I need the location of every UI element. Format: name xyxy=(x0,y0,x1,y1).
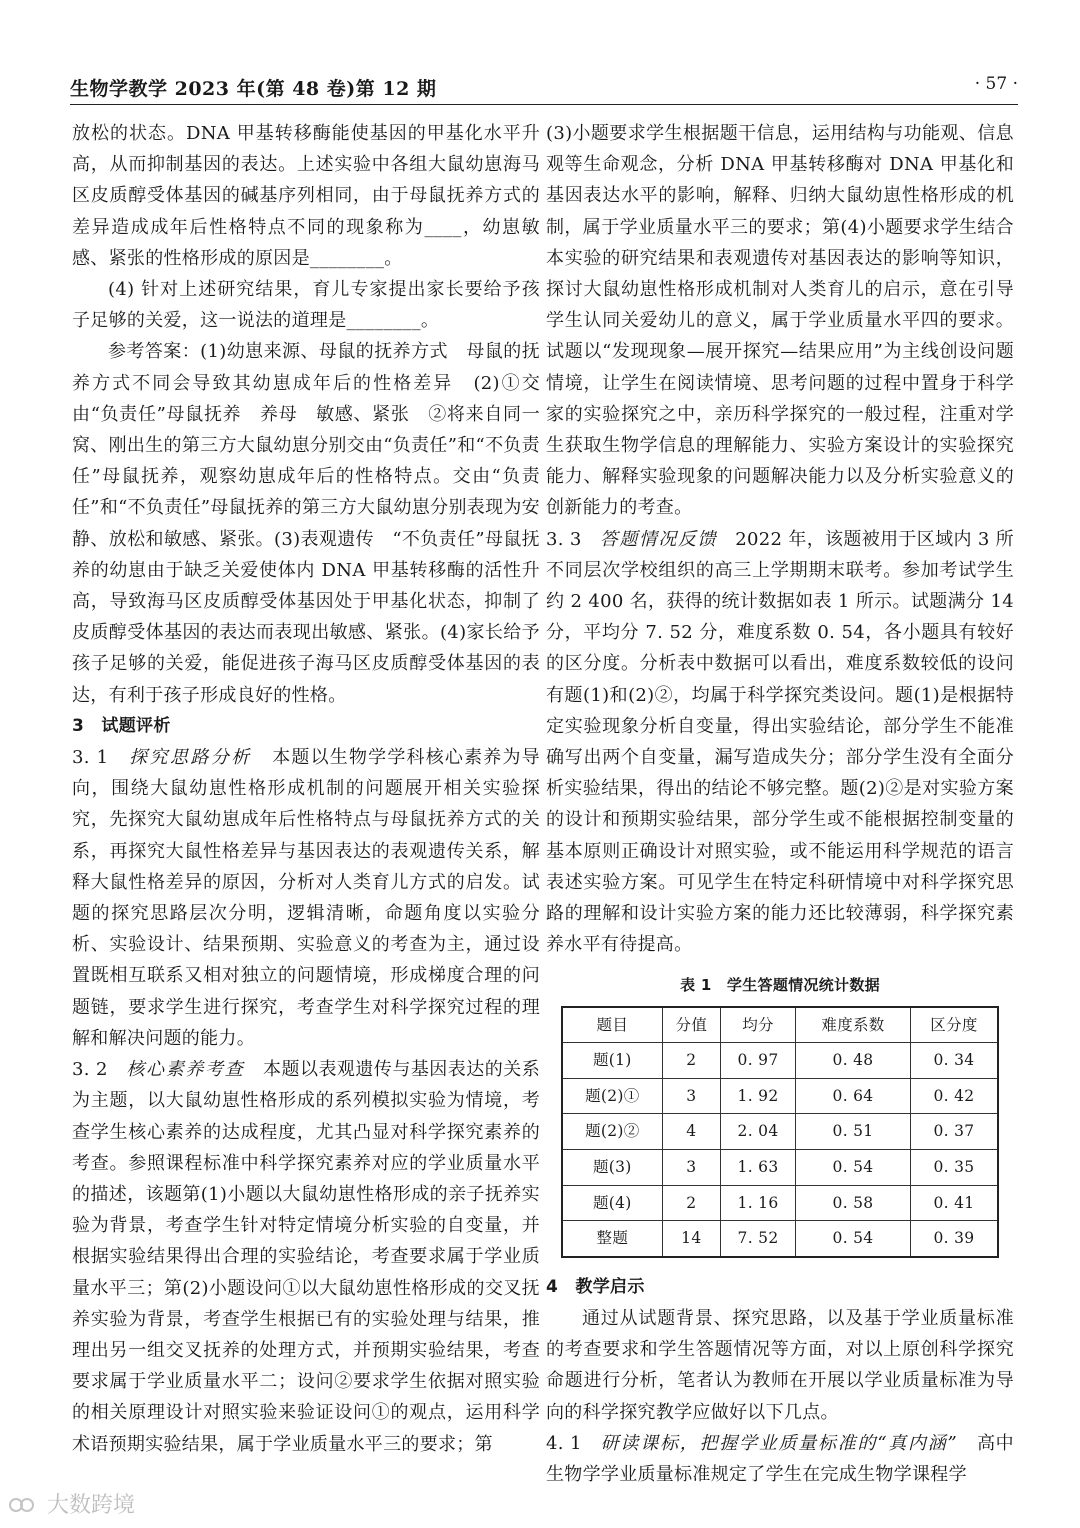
table-cell: 1. 16 xyxy=(721,1185,796,1221)
subsection-number: 3. 1 xyxy=(72,747,109,769)
table-cell: 题(1) xyxy=(562,1043,662,1079)
table-cell: 0. 97 xyxy=(721,1043,796,1079)
table-cell: 0. 48 xyxy=(796,1043,911,1079)
table-row xyxy=(562,1221,998,1257)
subsection-text: 高中生物学学业质量标准规定了学生在完成生物学课程学 xyxy=(546,1432,1014,1486)
watermark-logo-icon xyxy=(8,1495,36,1515)
stats-table xyxy=(561,1006,999,1258)
column-header: 难度系数 xyxy=(796,1007,911,1043)
journal-title: 生物学教学 2023 年(第 48 卷)第 12 期 xyxy=(70,78,437,100)
table-cell: 4 xyxy=(662,1114,720,1150)
table-cell: 整题 xyxy=(562,1221,662,1257)
table-cell: 0. 39 xyxy=(910,1221,998,1257)
watermark-text: 大数跨境 xyxy=(47,1493,136,1518)
subsection-title: 研读课标，把握学业质量标准的“真内涵” xyxy=(600,1432,959,1454)
table-row xyxy=(562,1078,998,1114)
table-cell: 0. 58 xyxy=(796,1185,911,1221)
reference-answer: 参考答案：(1)幼崽来源、母鼠的抚养方式 母鼠的抚养方式不同会导致其幼崽成年后的性格差异 (2)①交由“负责任”母鼠抚养 养母 敏感、紧张 ②将来自同一窝、刚出生的第三方大鼠幼崽分别交由“负责任”和“不负责任”母鼠抚养，观察幼崽成年后的性格特点。交由“负责任”和“不负责任”母鼠抚养的第三方大鼠幼崽分别表现为安静、放松和敏感、紧张。(3)表观遗传 “不负责任”母鼠抚养的幼崽由于缺乏关爱使体内 DNA 甲基转移酶的活性升高，导致海马区皮质醇受体基因处于甲基化状态，抑制了皮质醇受体基因的表达而表现出敏感、紧张。(4)家长给予孩子足够的关爱，能促进孩子海马区皮质醇受体基因的表达，有利于孩子形成良好的性格。 xyxy=(72,341,540,706)
table-cell: 0. 42 xyxy=(910,1078,998,1114)
table-cell: 0. 51 xyxy=(796,1114,911,1150)
column-header: 均分 xyxy=(721,1007,796,1043)
subsection-number: 3. 2 xyxy=(72,1059,108,1081)
table-cell: 0. 64 xyxy=(796,1078,911,1114)
table-cell: 题(4) xyxy=(562,1185,662,1221)
table-cell: 题(2)② xyxy=(562,1114,662,1150)
table-cell: 3 xyxy=(662,1078,720,1114)
table-cell: 2 xyxy=(662,1185,720,1221)
right-column xyxy=(546,118,1014,1490)
section-heading: 3 试题评析 xyxy=(72,715,171,736)
table-row xyxy=(562,1114,998,1150)
left-column xyxy=(72,118,540,1460)
table-cell: 14 xyxy=(662,1221,720,1257)
subsection-4-1 xyxy=(546,1428,1014,1490)
subsection-text: 2022 年，该题被用于区域内 3 所不同层次学校组织的高三上学期期末联考。参加考试学生约 2 400 名，获得的统计数据如表 1 所示。试题满分 14 分，平均分 7. 52 分，难度系数 0. 54，各小题具有较好的区分度。分析表中数据可以看出，难度系数较低的设问有题(1)和(2)②，均属于科学探究类设问。题(1)是根据特定实验现象分析自变量，得出实验结论，部分学生不能准确写出两个自变量，漏写造成失分；部分学生没有全面分析实验结果，得出的结论不够完整。题(2)②是对实验方案的设计和预期实验结果，部分学生或不能根据控制变量的基本原则正确设计对照实验，或不能运用科学规范的语言表述实验方案。可见学生在特定科研情境中对科学探究思路的理解和设计实验方案的能力还比较薄弱，科学探究素养水平有待提高。 xyxy=(546,528,1014,956)
table-cell: 2 xyxy=(662,1043,720,1079)
table-cell: 1. 63 xyxy=(721,1150,796,1186)
subsection-number: 3. 3 xyxy=(546,528,582,550)
subsection-3-1 xyxy=(72,742,540,1054)
table-cell: 0. 34 xyxy=(910,1043,998,1079)
table-cell: 0. 54 xyxy=(796,1221,911,1257)
subsection-3-3 xyxy=(546,524,1014,961)
table-cell: 0. 37 xyxy=(910,1114,998,1150)
table-cell: 0. 41 xyxy=(910,1185,998,1221)
subsection-title: 答题情况反馈 xyxy=(599,528,718,550)
watermark xyxy=(8,1488,135,1519)
paragraph: (3)小题要求学生根据题干信息，运用结构与功能观、信息观等生命观念，分析 DNA 甲基转移酶对 DNA 甲基化和基因表达水平的影响，解释、归纳大鼠幼崽性格形成的机制，属于学业质量水平三的要求；第(4)小题要求学生结合本实验的研究结果和表观遗传对基因表达的影响等知识，探讨大鼠幼崽性格形成机制对人类育儿的启示，意在引导学生认同关爱幼儿的意义，属于学业质量水平四的要求。试题以“发现现象—展开探究—结果应用”为主线创设问题情境，让学生在阅读情境、思考问题的过程中置身于科学家的实验探究之中，亲历科学探究的一般过程，注重对学生获取生物学信息的理解能力、实验方案设计的实验探究能力、解释实验现象的问题解决能力以及分析实验意义的创新能力的考查。 xyxy=(546,123,1014,519)
subsection-number: 4. 1 xyxy=(546,1432,582,1454)
table-row xyxy=(562,1185,998,1221)
subsection-text: 本题以表观遗传与基因表达的关系为主题，以大鼠幼崽性格形成的系列模拟实验为情境，考查学生核心素养的达成程度，尤其凸显对科学探究素养的考查。参照课程标准中科学探究素养对应的学业质量水平的描述，该题第(1)小题以大鼠幼崽性格形成的亲子抚养实验为背景，考查学生针对特定情境分析实验的自变量，并根据实验结果得出合理的实验结论，考查要求属于学业质量水平三；第(2)小题设问①以大鼠幼崽性格形成的交叉抚养实验为背景，考查学生根据已有的实验处理与结果，推理出另一组交叉抚养的处理方式，并预期实验结果，考查要求属于学业质量水平二；设问②要求学生依据对照实验的相关原理设计对照实验来验证设问①的观点，运用科学术语预期实验结果，属于学业质量水平三的要求；第 xyxy=(72,1059,540,1455)
table-cell: 题(3) xyxy=(562,1150,662,1186)
table-row xyxy=(562,1150,998,1186)
subsection-3-2 xyxy=(72,1054,540,1460)
paragraph: 放松的状态。DNA 甲基转移酶能使基因的甲基化水平升高，从而抑制基因的表达。上述实验中各组大鼠幼崽海马区皮质醇受体基因的碱基序列相同，由于母鼠抚养方式的差异造成成年后性格特点不同的现象称为____，幼崽敏感、紧张的性格形成的原因是________。 xyxy=(72,123,540,269)
table-cell: 0. 54 xyxy=(796,1150,911,1186)
table-cell: 1. 92 xyxy=(721,1078,796,1114)
section-heading: 4 教学启示 xyxy=(546,1276,645,1297)
table-row xyxy=(562,1043,998,1079)
subsection-title: 探究思路分析 xyxy=(129,747,252,769)
page-header xyxy=(70,70,1018,105)
column-header: 区分度 xyxy=(910,1007,998,1043)
subsection-text: 本题以生物学学科核心素养为导向，围绕大鼠幼崽性格形成机制的问题展开相关实验探究，先探究大鼠幼崽成年后性格特点与母鼠抚养方式的关系，再探究大鼠性格差异与基因表达的表观遗传关系，解释大鼠性格差异的原因，分析对人类育儿方式的启发。试题的探究思路层次分明，逻辑清晰，命题角度以实验分析、实验设计、结果预期、实验意义的考查为主，通过设置既相互联系又相对独立的问题情境，形成梯度合理的问题链，要求学生进行探究，考查学生对科学探究过程的理解和解决问题的能力。 xyxy=(72,747,540,1049)
table-cell: 7. 52 xyxy=(721,1221,796,1257)
table-cell: 3 xyxy=(662,1150,720,1186)
paragraph: (4) 针对上述研究结果，育儿专家提出家长要给予孩子足够的关爱，这一说法的道理是________。 xyxy=(72,279,540,332)
table-cell: 题(2)① xyxy=(562,1078,662,1114)
subsection-title: 核心素养考查 xyxy=(126,1059,245,1081)
table-cell: 0. 35 xyxy=(910,1150,998,1186)
column-header: 题目 xyxy=(562,1007,662,1043)
column-header: 分值 xyxy=(662,1007,720,1043)
page-number: · 57 · xyxy=(974,74,1018,94)
table-cell: 2. 04 xyxy=(721,1114,796,1150)
table-caption: 表 1 学生答题情况统计数据 xyxy=(680,976,880,995)
table-header-row xyxy=(562,1007,998,1043)
paragraph: 通过从试题背景、探究思路，以及基于学业质量标准的考查要求和学生答题情况等方面，对以上原创科学探究命题进行分析，笔者认为教师在开展以学业质量标准为导向的科学探究教学应做好以下几点。 xyxy=(546,1308,1014,1423)
